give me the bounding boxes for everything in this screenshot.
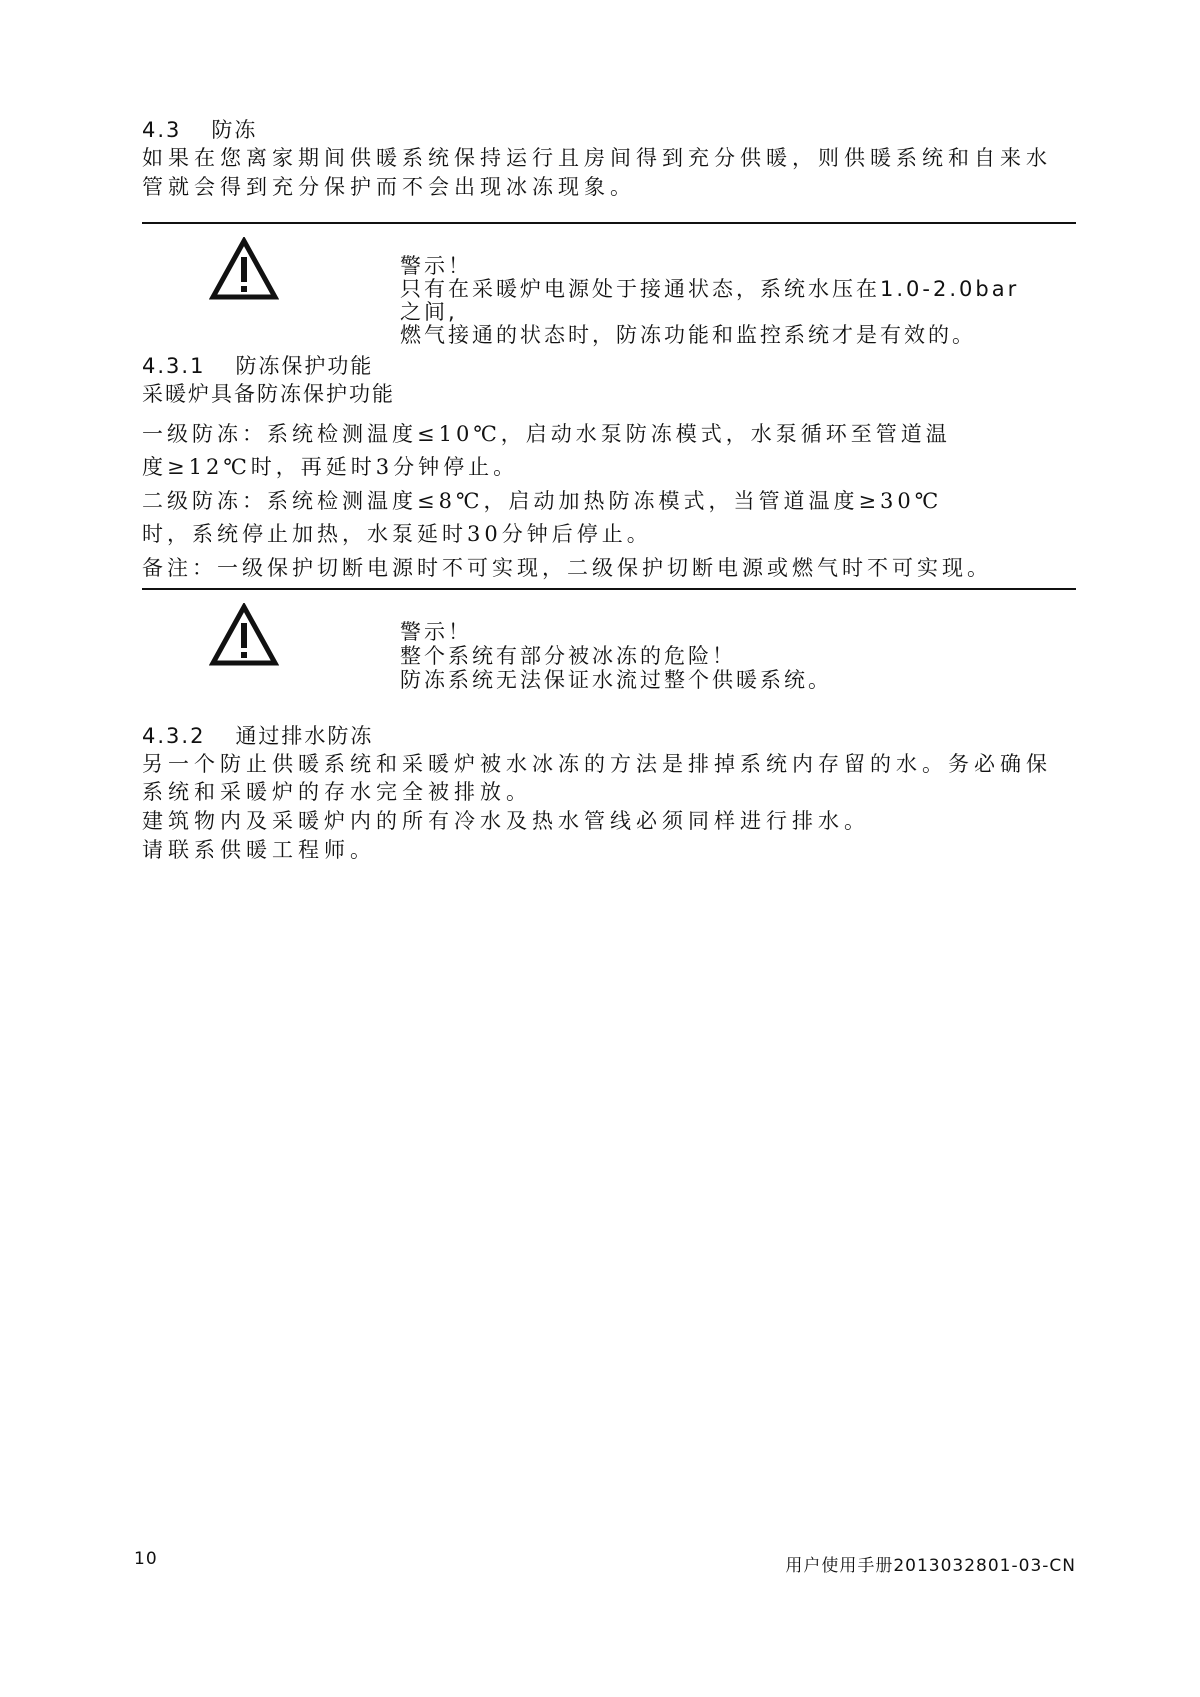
divider bbox=[142, 588, 1076, 590]
divider bbox=[142, 222, 1076, 224]
warning-text-line: 整个系统有部分被冰冻的危险！ bbox=[400, 644, 736, 668]
section-number: 4.3.1 bbox=[142, 354, 206, 378]
warning-triangle-icon bbox=[209, 237, 279, 301]
section-number: 4.3 bbox=[142, 118, 182, 142]
page-number: 10 bbox=[134, 1549, 158, 1569]
warning-title: 警示！ bbox=[400, 254, 472, 278]
warning-text-line: 防冻系统无法保证水流过整个供暖系统。 bbox=[400, 668, 832, 692]
section-4-3-2-paragraph-line: 另一个防止供暖系统和采暖炉被水冰冻的方法是排掉系统内存留的水。务必确保 bbox=[142, 752, 1052, 776]
warning-text-line: 燃气接通的状态时，防冻功能和监控系统才是有效的。 bbox=[400, 323, 976, 347]
warning-triangle-icon bbox=[209, 603, 279, 667]
warning-text-line: 之间, bbox=[400, 300, 458, 324]
section-4-3-heading bbox=[142, 114, 257, 144]
section-4-3-2-paragraph-line: 系统和采暖炉的存水完全被排放。 bbox=[142, 780, 532, 804]
section-4-3-2-paragraph-line: 请联系供暖工程师。 bbox=[142, 838, 376, 862]
section-4-3-2-heading bbox=[142, 720, 373, 750]
section-title: 通过排水防冻 bbox=[235, 724, 374, 748]
frost-level-text-line: 二级防冻：系统检测温度≤8℃，启动加热防冻模式，当管道温度≥30℃ bbox=[142, 489, 943, 513]
note-text-line: 备注：一级保护切断电源时不可实现，二级保护切断电源或燃气时不可实现。 bbox=[142, 556, 992, 580]
document-code: 用户使用手册2013032801-03-CN bbox=[785, 1556, 1076, 1576]
warning-text-line: 只有在采暖炉电源处于接通状态，系统水压在1.0-2.0bar bbox=[400, 277, 1020, 301]
section-4-3-paragraph-line: 管就会得到充分保护而不会出现冰冻现象。 bbox=[142, 175, 636, 199]
section-4-3-paragraph-line: 如果在您离家期间供暖系统保持运行且房间得到充分供暖，则供暖系统和自来水 bbox=[142, 146, 1052, 170]
section-title: 防冻 bbox=[211, 118, 258, 142]
section-number: 4.3.2 bbox=[142, 724, 206, 748]
section-subtitle: 采暖炉具备防冻保护功能 bbox=[142, 382, 395, 406]
frost-level-text-line: 时，系统停止加热，水泵延时30分钟后停止。 bbox=[142, 522, 652, 546]
section-4-3-1-heading bbox=[142, 350, 373, 380]
section-4-3-2-paragraph-line: 建筑物内及采暖炉内的所有冷水及热水管线必须同样进行排水。 bbox=[142, 809, 870, 833]
warning-title: 警示！ bbox=[400, 620, 472, 644]
frost-level-text-line: 度≥12℃时，再延时3分钟停止。 bbox=[142, 455, 519, 479]
frost-level-text-line: 一级防冻：系统检测温度≤10℃，启动水泵防冻模式，水泵循环至管道温 bbox=[142, 422, 951, 446]
section-title: 防冻保护功能 bbox=[235, 354, 374, 378]
